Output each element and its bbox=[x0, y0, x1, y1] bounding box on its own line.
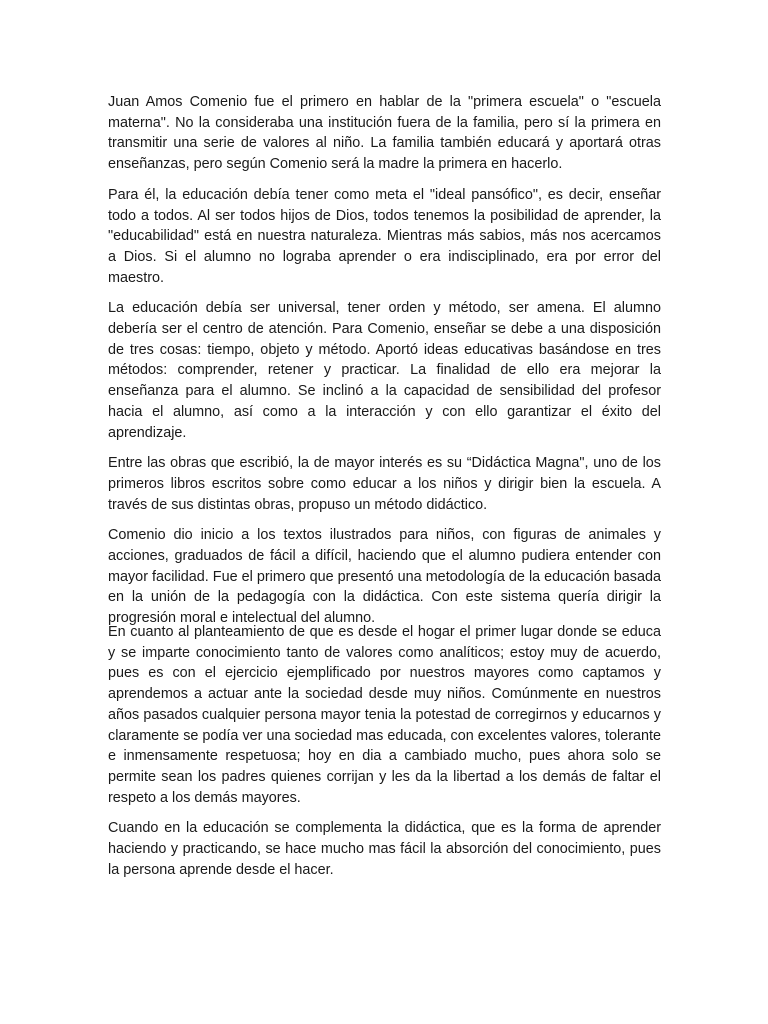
text-section-summary bbox=[108, 92, 661, 639]
paragraph-aprender-haciendo: Cuando en la educación se complementa la didáctica, que es la forma de aprender haciendo y practicando, se hace mucho mas fácil la absorción del conocimiento, pues la persona aprende desde el hacer. bbox=[108, 820, 661, 878]
text-section-opinion bbox=[108, 622, 661, 890]
paragraph-educacion-universal: La educación debía ser universal, tener orden y método, ser amena. El alumno debería ser el centro de atención. Para Comenio, enseñar se debe a una disposición de tres cosas: tiempo, objeto y método. Aportó ideas educativas basándose en tres métodos: comprender, retener y practicar. La finalidad de ello era mejorar la enseñanza para el alumno. Se inclinó a la capacidad de sensibilidad del profesor hacia el alumno, así como a la interacción y con ello garantizar el éxito del aprendizaje. bbox=[108, 300, 661, 441]
paragraph-didactica-magna: Entre las obras que escribió, la de mayor interés es su “Didáctica Magna", uno de los primeros libros escritos sobre como educar a los niños y dirigir bien la escuela. A través de sus distintas obras, propuso un método didáctico. bbox=[108, 455, 661, 513]
paragraph-educacion-hogar: En cuanto al planteamiento de que es desde el hogar el primer lugar donde se educa y se imparte conocimiento tanto de valores como analíticos; estoy muy de acuerdo, pues es con el ejercicio ejemplificado por nuestros mayores como captamos y aprendemos a actuar ante la sociedad desde muy niños. Comúnmente en nuestros años pasados cualquier persona mayor tenia la potestad de corregirnos y educarnos y claramente se podía ver una sociedad mas educada, con excelentes valores, tolerante e inmensamente respetuosa; hoy en dia a cambiado mucho, pues ahora solo se permite sean los padres quienes corrijan y les da la libertad a los demás de faltar el respeto a los demás mayores. bbox=[108, 624, 661, 806]
paragraph-textos-ilustrados: Comenio dio inicio a los textos ilustrados para niños, con figuras de animales y acciones, graduados de fácil a difícil, haciendo que el alumno pudiera entender con mayor facilidad. Fue el primero que presentó una metodología de la educación basada en la unión de la pedagogía con la didáctica. Con este sistema quería dirigir la progresión moral e intelectual del alumno. bbox=[108, 527, 661, 627]
paragraph-primera-escuela: Juan Amos Comenio fue el primero en hablar de la "primera escuela" o "escuela materna". No la consideraba una institución fuera de la familia, pero sí la primera en transmitir una serie de valores al niño. La familia también educará y aportará otras enseñanzas, pero según Comenio será la madre la primera en hacerlo. bbox=[108, 94, 661, 173]
paragraph-ideal-pansofico: Para él, la educación debía tener como meta el "ideal pansófico", es decir, enseñar todo a todos. Al ser todos hijos de Dios, todos tenemos la posibilidad de aprender, la "educabilidad" está en nuestra naturaleza. Mientras más sabios, más nos acercamos a Dios. Si el alumno no lograba aprender o era indisciplinado, era por error del maestro. bbox=[108, 186, 661, 286]
